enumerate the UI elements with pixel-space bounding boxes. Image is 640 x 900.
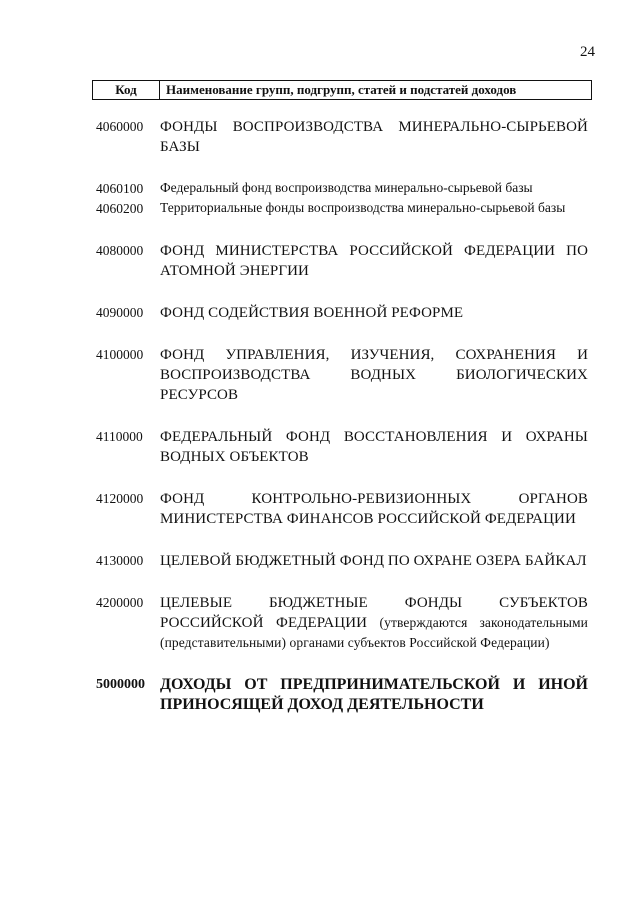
item-code: 4200000	[96, 595, 144, 610]
header-code-label: Код	[93, 81, 160, 99]
item-code: 4110000	[96, 429, 143, 444]
item-code: 4130000	[96, 553, 144, 568]
item-title: ЦЕЛЕВЫЕ БЮДЖЕТНЫЕ ФОНДЫ СУБЪЕКТОВ РОССИЙСКОЙ ФЕДЕРАЦИИ	[160, 595, 588, 631]
item-code: 5000000	[96, 677, 145, 692]
list-item	[96, 117, 588, 157]
item-code: 4100000	[96, 347, 144, 362]
item-code: 4060000	[96, 119, 144, 134]
item-text: ФОНД МИНИСТЕРСТВА РОССИЙСКОЙ ФЕДЕРАЦИИ ПО АТОМНОЙ ЭНЕРГИИ	[160, 243, 588, 279]
item-text: ЦЕЛЕВОЙ БЮДЖЕТНЫЙ ФОНД ПО ОХРАНЕ ОЗЕРА БАЙКАЛ	[160, 553, 587, 569]
item-code: 4080000	[96, 243, 144, 258]
page-number: 24	[580, 44, 595, 60]
item-text: ДОХОДЫ ОТ ПРЕДПРИНИМАТЕЛЬСКОЙ И ИНОЙ ПРИНОСЯЩЕЙ ДОХОД ДЕЯТЕЛЬНОСТИ	[160, 676, 588, 713]
item-text: Территориальные фонды воспроизводства минерально-сырьевой базы	[160, 200, 566, 215]
list-item	[96, 241, 588, 281]
item-text: Федеральный фонд воспроизводства минерально-сырьевой базы	[160, 180, 533, 195]
item-text: ФОНД СОДЕЙСТВИЯ ВОЕННОЙ РЕФОРМЕ	[160, 305, 464, 321]
item-text: ФОНД УПРАВЛЕНИЯ, ИЗУЧЕНИЯ, СОХРАНЕНИЯ И ВОСПРОИЗВОДСТВА ВОДНЫХ БИОЛОГИЧЕСКИХ РЕСУРСОВ	[160, 347, 588, 403]
sub-item-group	[96, 179, 588, 219]
item-text	[156, 593, 588, 653]
list-item	[96, 551, 588, 571]
list-item	[96, 199, 588, 219]
item-code: 4120000	[96, 491, 144, 506]
list-item	[96, 345, 588, 405]
list-item	[96, 303, 588, 323]
income-classification-list	[96, 117, 588, 737]
table-header	[92, 80, 592, 100]
list-item	[96, 593, 588, 653]
item-note: (утверждаются законодательными (представительными) органами субъектов Российской Федерации)	[160, 615, 588, 650]
list-item	[96, 179, 588, 199]
item-code: 4090000	[96, 305, 144, 320]
item-text: ФОНД КОНТРОЛЬНО-РЕВИЗИОННЫХ ОРГАНОВ МИНИСТЕРСТВА ФИНАНСОВ РОССИЙСКОЙ ФЕДЕРАЦИИ	[160, 491, 588, 527]
item-code: 4060200	[96, 201, 144, 216]
list-item	[96, 675, 588, 715]
item-text: ФОНДЫ ВОСПРОИЗВОДСТВА МИНЕРАЛЬНО-СЫРЬЕВОЙ БАЗЫ	[160, 119, 588, 155]
list-item	[96, 427, 588, 467]
header-name-label: Наименование групп, подгрупп, статей и подстатей доходов	[166, 82, 517, 97]
item-text: ФЕДЕРАЛЬНЫЙ ФОНД ВОССТАНОВЛЕНИЯ И ОХРАНЫ ВОДНЫХ ОБЪЕКТОВ	[160, 429, 588, 465]
item-code: 4060100	[96, 181, 144, 196]
list-item	[96, 489, 588, 529]
